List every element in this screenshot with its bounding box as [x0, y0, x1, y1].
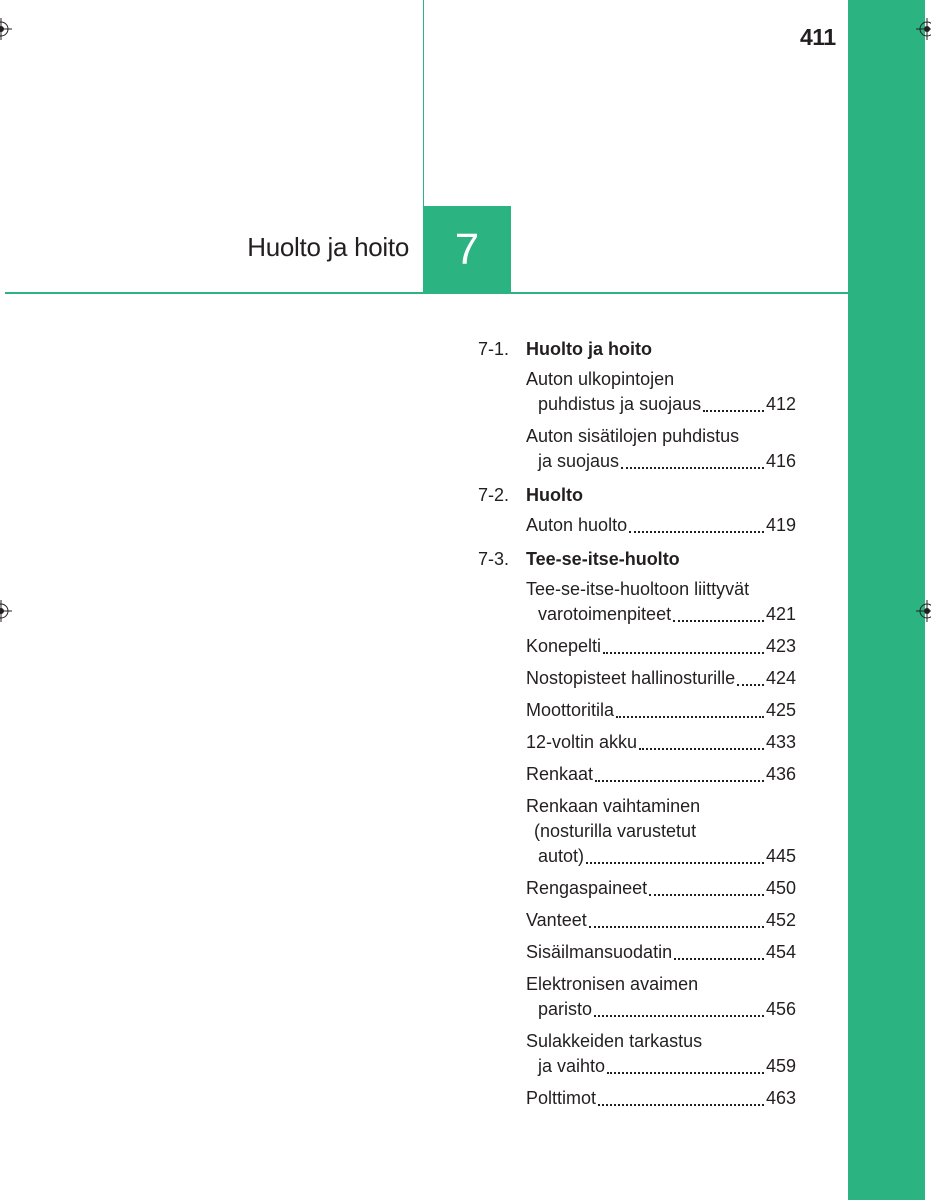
- chapter-side-tab: [848, 0, 925, 1200]
- toc-entry-page: 412: [765, 394, 796, 414]
- toc-entry[interactable]: [526, 1086, 796, 1111]
- dot-leader: [607, 1072, 764, 1074]
- toc-entry[interactable]: [526, 666, 796, 691]
- toc-entry[interactable]: [526, 762, 796, 787]
- toc-entry-page: 452: [765, 910, 796, 930]
- toc-entry-text: Vanteet: [526, 910, 587, 930]
- toc-entry-text: puhdistus ja suojaus: [538, 394, 702, 414]
- toc-entry-text: Renkaan vaihtaminen: [526, 796, 701, 816]
- dot-leader: [594, 1015, 764, 1017]
- toc-entry-text: Auton huolto: [526, 515, 628, 535]
- toc-entry-page: 436: [765, 764, 796, 784]
- chapter-number-box: [423, 206, 511, 293]
- dot-leader: [649, 894, 764, 896]
- chapter-title: Huolto ja hoito: [247, 232, 409, 262]
- table-of-contents: [478, 335, 796, 1111]
- toc-entry-text: Auton sisätilojen puhdistus: [526, 426, 740, 446]
- toc-entry[interactable]: [526, 698, 796, 723]
- toc-entry-text: Elektronisen avaimen: [526, 974, 699, 994]
- dot-leader: [586, 862, 764, 864]
- chapter-number: 7: [454, 224, 480, 274]
- toc-entry-text: Konepelti: [526, 636, 602, 656]
- toc-section-number: 7-2.: [478, 484, 510, 505]
- toc-entry-text: varotoimenpiteet: [538, 604, 672, 624]
- toc-entry[interactable]: [526, 577, 796, 627]
- toc-entry-text: ja suojaus: [538, 451, 620, 471]
- toc-entry-page: 416: [765, 451, 796, 471]
- dot-leader: [674, 958, 764, 960]
- toc-entry-page: 459: [765, 1056, 796, 1076]
- chapter-divider-vertical: [423, 0, 424, 206]
- toc-entry[interactable]: [526, 876, 796, 901]
- dot-leader: [595, 780, 764, 782]
- toc-section-number: 7-1.: [478, 338, 510, 359]
- toc-entry[interactable]: [526, 940, 796, 965]
- toc-entry-text: Rengaspaineet: [526, 878, 648, 898]
- toc-entry-text: ja vaihto: [538, 1056, 606, 1076]
- toc-entry-page: 445: [765, 846, 796, 866]
- toc-entry[interactable]: [526, 972, 796, 1022]
- dot-leader: [673, 620, 764, 622]
- toc-section-heading: [478, 335, 796, 363]
- toc-entry-page: 419: [765, 515, 796, 535]
- dot-leader: [629, 531, 764, 533]
- toc-entry-text: Auton ulkopintojen: [526, 369, 675, 389]
- dot-leader: [703, 410, 764, 412]
- toc-entry[interactable]: [526, 1029, 796, 1079]
- dot-leader: [621, 467, 764, 469]
- toc-entry-page: 425: [765, 700, 796, 720]
- toc-entry[interactable]: [526, 424, 796, 474]
- dot-leader: [598, 1104, 764, 1106]
- toc-entry-text: paristo: [538, 999, 593, 1019]
- toc-entry-page: 454: [765, 942, 796, 962]
- toc-section-title: Huolto: [526, 484, 583, 505]
- toc-entry-page: 423: [765, 636, 796, 656]
- toc-entry-text: Sisäilmansuodatin: [526, 942, 673, 962]
- dot-leader: [589, 926, 764, 928]
- toc-entry-text: Sulakkeiden tarkastus: [526, 1031, 703, 1051]
- dot-leader: [639, 748, 764, 750]
- toc-entry-text: Renkaat: [526, 764, 594, 784]
- toc-entry-text: 12-voltin akku: [526, 732, 638, 752]
- toc-entry-page: 450: [765, 878, 796, 898]
- toc-entry-page: 421: [765, 604, 796, 624]
- dot-leader: [616, 716, 764, 718]
- registration-mark-icon: [916, 600, 931, 622]
- toc-entry[interactable]: [526, 367, 796, 417]
- toc-section-number: 7-3.: [478, 548, 510, 569]
- registration-mark-icon: [0, 18, 12, 40]
- toc-entry-text: (nosturilla varustetut: [534, 821, 697, 841]
- toc-section-title: Tee-se-itse-huolto: [526, 548, 680, 569]
- registration-mark-icon: [916, 18, 931, 40]
- toc-entry[interactable]: [526, 513, 796, 538]
- toc-entry-page: 424: [765, 668, 796, 688]
- toc-entry[interactable]: [526, 730, 796, 755]
- toc-entry[interactable]: [526, 794, 796, 869]
- toc-entry-text: autot): [538, 846, 585, 866]
- dot-leader: [737, 684, 764, 686]
- toc-entry-text: Moottoritila: [526, 700, 615, 720]
- toc-entry-page: 456: [765, 999, 796, 1019]
- toc-section-heading: [478, 481, 796, 509]
- toc-entry[interactable]: [526, 908, 796, 933]
- toc-section-title: Huolto ja hoito: [526, 338, 652, 359]
- toc-entry-page: 463: [765, 1088, 796, 1108]
- toc-section-heading: [478, 545, 796, 573]
- dot-leader: [603, 652, 764, 654]
- toc-entry-text: Nostopisteet hallinosturille: [526, 668, 736, 688]
- page-number: 411: [800, 24, 836, 50]
- registration-mark-icon: [0, 600, 12, 622]
- toc-entry[interactable]: [526, 634, 796, 659]
- toc-entry-text: Tee-se-itse-huoltoon liittyvät: [526, 579, 750, 599]
- toc-entry-page: 433: [765, 732, 796, 752]
- toc-entry-text: Polttimot: [526, 1088, 597, 1108]
